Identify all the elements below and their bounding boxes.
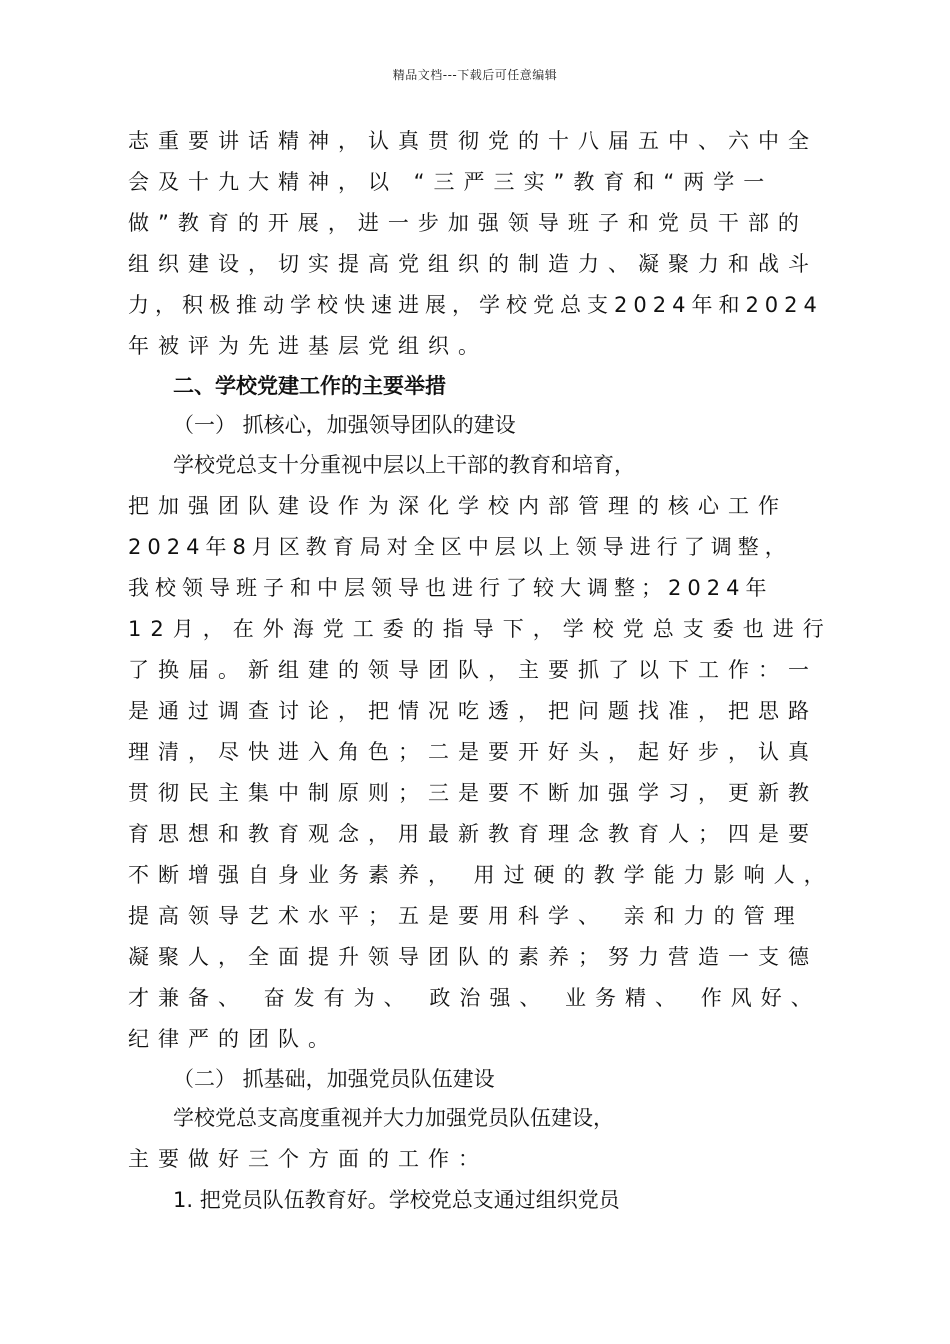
text-line: 学校党总支十分重视中层以上干部的教育和培育， [173,453,635,477]
text-line: 我校领导班子和中层领导也进行了较大调整；2024年 [128,576,773,600]
text-line: 提高领导艺术水平；五是要用科学、 亲和力的管理 [128,904,804,928]
page-header: 精品文档---下载后可任意编辑 [392,68,558,82]
text-line: 志重要讲话精神，认真贯彻党的十八届五中、六中全 [128,129,818,153]
text-line: 会及十九大精神，以 “三严三实”教育和“两学一 [128,170,774,194]
text-line: 不断增强自身业务素养， 用过硬的教学能力影响人， [128,863,834,887]
text-line: 育思想和教育观念，用最新教育理念教育人；四是要 [128,822,818,846]
text-line: 凝聚人，全面提升领导团队的素养；努力营造一支德 [128,945,818,969]
text-line: 把加强团队建设作为深化学校内部管理的核心工作 [128,494,788,518]
subsection-heading: （二） 抓基础，加强党员队伍建设 [173,1067,495,1091]
subsection-heading: （一） 抓核心，加强领导团队的建设 [173,413,516,437]
text-line: 2024年8月区教育局对全区中层以上领导进行了调整， [128,535,792,559]
text-line: 贯彻民主集中制原则；三是要不断加强学习，更新教 [128,781,818,805]
text-line: 年被评为先进基层党组织。 [128,334,488,358]
text-line: 才兼备、 奋发有为、 政治强、 业务精、 作风好、 [128,986,821,1010]
section-heading: 二、学校党建工作的主要举措 [173,374,446,398]
text-line: 组织建设，切实提高党组织的制造力、凝聚力和战斗 [128,252,818,276]
text-line: 纪律严的团队。 [128,1027,338,1051]
text-line: 做”教育的开展，进一步加强领导班子和党员干部的 [128,211,808,235]
text-line: 12月，在外海党工委的指导下，学校党总支委也进行 [128,617,833,641]
text-line: 1. 把党员队伍教育好。学校党总支通过组织党员 [173,1188,620,1212]
text-line: 主要做好三个方面的工作： [128,1147,488,1171]
text-line: 理清，尽快进入角色；二是要开好头，起好步，认真 [128,740,818,764]
text-line: 力，积极推动学校快速进展，学校党总支2024年和2024 [128,293,823,317]
text-line: 了换届。新组建的领导团队，主要抓了以下工作：一 [128,658,818,682]
text-line: 是通过调查讨论，把情况吃透，把问题找准，把思路 [128,699,818,723]
text-line: 学校党总支高度重视并大力加强党员队伍建设， [173,1106,614,1130]
